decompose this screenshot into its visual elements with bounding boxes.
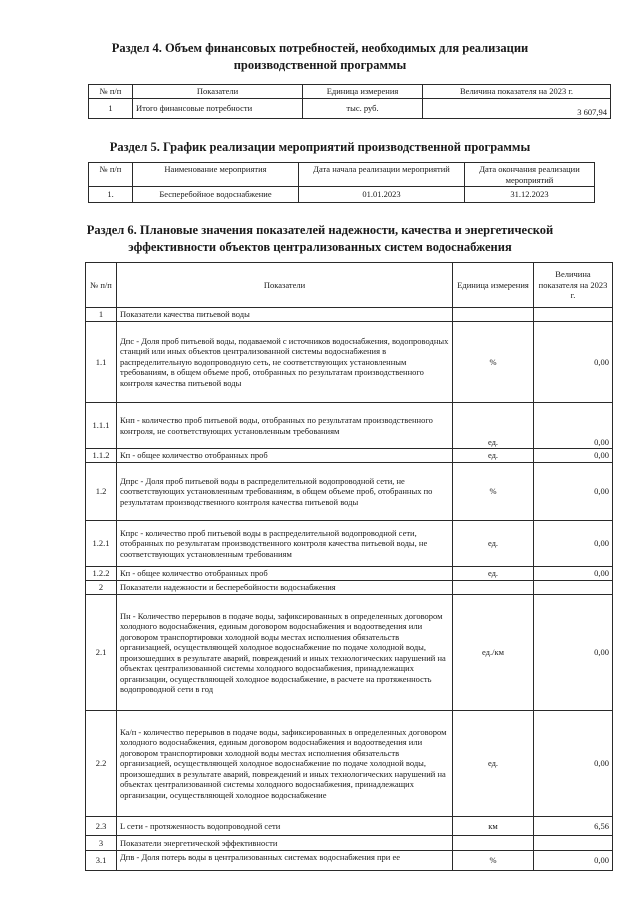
- section4-title-line1: Раздел 4. Объем финансовых потребностей, необходимых для реализации: [111, 41, 529, 55]
- row-value: 3 607,94: [423, 99, 611, 119]
- row-unit: ед.: [453, 711, 534, 817]
- row-start: 01.01.2023: [299, 187, 465, 203]
- row-num: 1.1.1: [86, 403, 117, 449]
- table-row: [86, 595, 613, 711]
- col-header-value: Величина показателя на 2023 г.: [534, 263, 613, 308]
- row-value: 6,56: [534, 817, 613, 836]
- col-header-indicator: Показатели: [133, 85, 303, 99]
- section4-table: [88, 84, 611, 119]
- section5-title: Раздел 5. График реализации мероприятий производственной программы: [109, 140, 531, 154]
- row-text: Кп - общее количество отобранных проб: [117, 449, 453, 463]
- row-value: 0,00: [534, 322, 613, 403]
- row-num: 3: [86, 836, 117, 851]
- row-num: 2.1: [86, 595, 117, 711]
- row-unit: ед.: [453, 449, 534, 463]
- col-header-start: Дата начала реализации мероприятий: [299, 163, 465, 187]
- col-header-unit: Единица измерения: [303, 85, 423, 99]
- row-unit: ед.: [453, 567, 534, 581]
- section6-title-line1: Раздел 6. Плановые значения показателей надежности, качества и энергетической: [86, 223, 554, 237]
- row-unit: %: [453, 322, 534, 403]
- col-header-num: № п/п: [86, 263, 117, 308]
- row-text: Показатели энергетической эффективности: [117, 836, 453, 851]
- table-row: [86, 521, 613, 567]
- row-num: 1.2: [86, 463, 117, 521]
- row-unit: ед.: [453, 403, 534, 449]
- col-header-event: Наименование мероприятия: [133, 163, 299, 187]
- row-unit: %: [453, 463, 534, 521]
- row-text: Ка/п - количество перерывов в подаче воды, зафиксированных в определенных договором холодного водоснабжения, единым договором водоснабжения и водоотведения или договором транспортировки холодной воды местах исполнения обязательств организацией, осуществляющей холодное водоснабжение по подаче холодной воды, произошедших в результате аварий, повреждений и иных технологических нарушений на объектах централизованной системы холодного водоснабжения, принадлежащих организации, осуществляющей холодное водоснабжение: [117, 711, 453, 817]
- row-value: [534, 308, 613, 322]
- row-num: 1.: [89, 187, 133, 203]
- row-text: Пн - Количество перерывов в подаче воды, зафиксированных в определенных договором холодного водоснабжения, единым договором водоснабжения и водоотведения или договором транспортировки холодной воды местах исполнения обязательств организацией, осуществляющей холодное водоснабжение по подаче холодной воды, произошедших в результате аварий, повреждений и иных технологических нарушений на объектах централизованной системы холодного водоснабжения, принадлежащих организации, осуществляющей холодное водоснабжение, в расчете на протяженность водопроводной сети в год: [117, 595, 453, 711]
- row-unit: ед./км: [453, 595, 534, 711]
- row-num: 1.1.2: [86, 449, 117, 463]
- col-header-indicator: Показатели: [117, 263, 453, 308]
- section6-title-line2: эффективности объектов централизованных систем водоснабжения: [128, 240, 512, 254]
- row-value: 0,00: [534, 567, 613, 581]
- row-num: 2: [86, 581, 117, 595]
- table-row: [86, 581, 613, 595]
- table-row: [89, 187, 595, 203]
- table-row: [89, 99, 611, 119]
- col-header-unit: Единица измерения: [453, 263, 534, 308]
- section6-title: [60, 222, 580, 256]
- row-unit: км: [453, 817, 534, 836]
- row-num: 2.2: [86, 711, 117, 817]
- section4-title: [60, 40, 580, 74]
- row-value: 0,00: [534, 595, 613, 711]
- table-row: [86, 836, 613, 851]
- row-num: 1.2.2: [86, 567, 117, 581]
- row-num: 2.3: [86, 817, 117, 836]
- row-unit: ед.: [453, 521, 534, 567]
- row-text: Показатели надежности и бесперебойности водоснабжения: [117, 581, 453, 595]
- row-unit: %: [453, 851, 534, 871]
- row-unit: [453, 581, 534, 595]
- row-value: [534, 836, 613, 851]
- table-row: [86, 463, 613, 521]
- row-value: 0,00: [534, 711, 613, 817]
- col-header-end: Дата окончания реализации мероприятий: [465, 163, 595, 187]
- section5-header-row: [89, 163, 595, 187]
- table-row: [86, 322, 613, 403]
- row-text: Дпв - Доля потерь воды в централизованных системах водоснабжения при ее: [117, 851, 453, 871]
- row-end: 31.12.2023: [465, 187, 595, 203]
- row-value: 0,00: [534, 521, 613, 567]
- row-value: [534, 581, 613, 595]
- table-row: [86, 308, 613, 322]
- table-row: [86, 817, 613, 836]
- row-unit: [453, 308, 534, 322]
- section4-title-line2: производственной программы: [233, 58, 407, 72]
- table-row: [86, 403, 613, 449]
- col-header-num: № п/п: [89, 163, 133, 187]
- row-name: Итого финансовые потребности: [133, 99, 303, 119]
- row-unit: [453, 836, 534, 851]
- table-row: [86, 449, 613, 463]
- row-num: 1.1: [86, 322, 117, 403]
- row-text: Дпс - Доля проб питьевой воды, подаваемой с источников водоснабжения, водопроводных станций или иных объектов централизованной системы водоснабжения в распределительную водопроводную сеть, не соответствующих установленным требованиям, в общем объеме проб, отобранных по результатам производственного контроля качества питьевой воды: [117, 322, 453, 403]
- row-name: Бесперебойное водоснабжение: [133, 187, 299, 203]
- row-text: Кпрс - количество проб питьевой воды в распределительной водопроводной сети, отобранных по результатам производственного контроля качества питьевой воды, не соответствующих установленным требованиям: [117, 521, 453, 567]
- row-num: 1.2.1: [86, 521, 117, 567]
- row-text: Показатели качества питьевой воды: [117, 308, 453, 322]
- row-text: Дпрс - Доля проб питьевой воды в распределительной водопроводной сети, не соответствующих установленным требованиям, в общем объеме проб, отобранных по результатам производственного контроля качества питьевой воды: [117, 463, 453, 521]
- section5-table: [88, 162, 595, 203]
- section6-table: [85, 262, 613, 871]
- col-header-value: Величина показателя на 2023 г.: [423, 85, 611, 99]
- row-num: 1: [89, 99, 133, 119]
- table-row: [86, 851, 613, 871]
- row-text: Кп - общее количество отобранных проб: [117, 567, 453, 581]
- row-value: 0,00: [534, 403, 613, 449]
- row-num: 1: [86, 308, 117, 322]
- row-value: 0,00: [534, 851, 613, 871]
- row-text: Кнп - количество проб питьевой воды, отобранных по результатам производственного контроля, не соответствующих установленным требованиям: [117, 403, 453, 449]
- table-row: [86, 711, 613, 817]
- row-text: L сети - протяженность водопроводной сети: [117, 817, 453, 836]
- row-num: 3.1: [86, 851, 117, 871]
- row-value: 0,00: [534, 463, 613, 521]
- section6-header-row: [86, 263, 613, 308]
- col-header-num: № п/п: [89, 85, 133, 99]
- table-row: [86, 567, 613, 581]
- row-value: 0,00: [534, 449, 613, 463]
- section4-header-row: [89, 85, 611, 99]
- row-unit: тыс. руб.: [303, 99, 423, 119]
